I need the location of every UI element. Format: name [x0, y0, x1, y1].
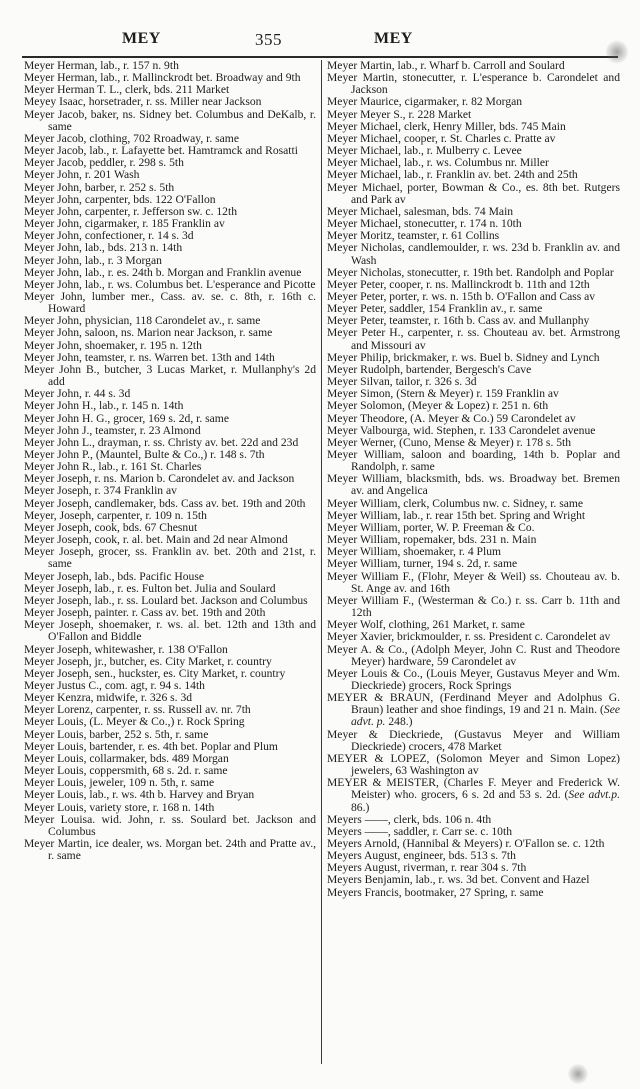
directory-entry: Meyers ——, clerk, bds. 106 n. 4th — [327, 812, 492, 826]
directory-entry: Meyer Jacob, clothing, 702 Rroadway, r. same — [24, 131, 239, 145]
directory-entry: Meyer Michael, lab., r. ws. Columbus nr. Miller — [327, 156, 549, 170]
directory-entry: Meyer Peter, teamster, r. 16th b. Cass av. and Mullanphy — [327, 314, 590, 328]
directory-entry: Meyer Werner, (Cuno, Mense & Meyer) r. 178 s. 5th — [327, 435, 572, 449]
directory-entry: Meyer John L., drayman, r. ss. Christy av. bet. 22d and 23d — [24, 435, 299, 449]
directory-entry: Meyer Michael, porter, Bowman & Co., es. 8th bet. Rutgers and Park av — [327, 180, 620, 206]
directory-entry: Meyer Kenzra, midwife, r. 326 s. 3d — [24, 691, 193, 705]
directory-entry: Meyer, Joseph, carpenter, r. 109 n. 15th — [24, 508, 207, 522]
directory-entry: Meyer Jacob, baker, ns. Sidney bet. Columbus and DeKalb, r. same — [24, 107, 316, 133]
directory-entry: Meyer Joseph, shoemaker, r. ws. al. bet. 12th and 13th and O'Fallon and Biddle — [24, 618, 316, 644]
directory-entry: Meyer William, porter, W. P. Freeman & Co. — [327, 520, 535, 534]
directory-entry: Meyer Michael, salesman, bds. 74 Main — [327, 204, 514, 218]
directory-entry: Meyer Louis, bartender, r. es. 4th bet. Poplar and Plum — [24, 739, 278, 753]
directory-entry: Meyer Jacob, lab., r. Lafayette bet. Hamtramck and Rosatti — [24, 144, 298, 158]
directory-entry: Meyer Herman, lab., r. 157 n. 9th — [24, 59, 179, 72]
directory-entry: Meyer Louis, coppersmith, 68 s. 2d. r. same — [24, 764, 228, 778]
directory-entry: Meyer Wolf, clothing, 261 Market, r. same — [327, 618, 525, 632]
header-rule — [22, 56, 618, 58]
directory-entry: Meyer Joseph, lab., r. es. Fulton bet. Julia and Soulard — [24, 581, 276, 595]
directory-entry: Meyer John, confectioner, r. 14 s. 3d — [24, 229, 194, 243]
directory-entry: Meyey Isaac, horsetrader, r. ss. Miller near Jackson — [24, 95, 262, 109]
directory-entry: Meyer Justus C., com. agt, r. 94 s. 14th — [24, 678, 205, 692]
directory-entry: Meyer Michael, cooper, r. St. Charles c. Pratte av — [327, 131, 556, 145]
directory-entry: Meyer Peter, saddler, 154 Franklin av., r. same — [327, 302, 543, 316]
directory-entry: Meyers Benjamin, lab., r. ws. 3d bet. Convent and Hazel — [327, 873, 590, 887]
directory-entry: Meyer Lorenz, carpenter, r. ss. Russell av. nr. 7th — [24, 703, 251, 717]
directory-entry: Meyer Herman, lab., r. Mallinckrodt bet. Broadway and 9th — [24, 71, 301, 85]
directory-entry: Meyer Louis, lab., r. ws. 4th b. Harvey and Bryan — [24, 788, 255, 802]
advertisement-reference: See advt.p. — [568, 788, 621, 802]
directory-entry: Meyer Michael, stonecutter, r. 174 n. 10th — [327, 217, 522, 231]
directory-entry: Meyers Arnold, (Hannibal & Meyers) r. O'Fallon se. c. 12th — [327, 837, 605, 850]
directory-entry: Meyer John, barber, r. 252 s. 5th — [24, 180, 175, 194]
directory-entry: Meyer John, r. 44 s. 3d — [24, 387, 131, 401]
directory-entry: Meyer John H. G., grocer, 169 s. 2d, r. same — [24, 411, 229, 425]
directory-entry: Meyer Louis, jeweler, 109 n. 5th, r. same — [24, 776, 215, 790]
directory-entry: Meyer Maurice, cigarmaker, r. 82 Morgan — [327, 95, 523, 109]
directory-entry: Meyer William F., (Westerman & Co.) r. ss. Carr b. 11th and 12th — [327, 593, 620, 620]
directory-entry: Meyer Jacob, peddler, r. 298 s. 5th — [24, 156, 184, 170]
directory-entry: Meyer Solomon, (Meyer & Lopez) r. 251 n. 6th — [327, 399, 549, 413]
directory-entry: Meyer John, saloon, ns. Marion near Jackson, r. same — [24, 326, 273, 340]
directory-entry: Meyer Louis, variety store, r. 168 n. 14th — [24, 800, 215, 814]
entry-text: 248.) — [385, 715, 413, 729]
directory-entry: Meyers August, riverman, r. rear 304 s. 7th — [327, 861, 527, 875]
directory-entry: Meyer Herman T. L., clerk, bds. 211 Market — [24, 83, 230, 97]
directory-entry: Meyer Theodore, (A. Meyer & Co.) 59 Carondelet av — [327, 411, 576, 425]
directory-entry: Meyer John J., teamster, r. 23 Almond — [24, 423, 201, 437]
directory-entry: MEYER & LOPEZ, (Solomon Meyer and Simon Lopez) jewelers, 63 Washington av — [327, 751, 620, 778]
directory-entry: Meyer John, shoemaker, r. 195 n. 12th — [24, 338, 202, 352]
directory-entry: Meyer Valbourga, wid. Stephen, r. 133 Carondelet avenue — [327, 423, 596, 437]
directory-entry: Meyer John P., (Mauntel, Bulte & Co.,) r. 148 s. 7th — [24, 448, 265, 461]
ink-smudge — [568, 1064, 588, 1084]
directory-entry: Meyer Louis, (L. Meyer & Co.,) r. Rock Spring — [24, 715, 245, 729]
directory-entry: Meyer John, carpenter, bds. 122 O'Fallon — [24, 192, 216, 206]
running-head-right: MEY — [374, 30, 413, 47]
directory-entry: Meyer Martin, lab., r. Wharf b. Carroll and Soulard — [327, 59, 565, 72]
directory-entry: Meyer Peter, cooper, r. ns. Mallinckrodt b. 11th and 12th — [327, 277, 590, 291]
directory-entry: Meyer William, shoemaker, r. 4 Plum — [327, 545, 502, 559]
directory-entry: Meyer Meyer S., r. 228 Market — [327, 107, 472, 121]
entry-text: MEYER & MEISTER, (Charles F. Meyer and Frederick W. Meister) who. grocers, 6 s. 2d and 53 s. 2d. ( — [327, 776, 620, 802]
directory-entry: Meyer William, clerk, Columbus nw. c. Sidney, r. same — [327, 496, 584, 510]
entry-text: MEYER & BRAUN, (Ferdinand Meyer and Adolphus G. Braun) leather and shoe findings, 19 and 21 n. Main. ( — [327, 691, 620, 717]
directory-entry: Meyer Xavier, brickmoulder, r. ss. President c. Carondelet av — [327, 630, 611, 644]
directory-entry: Meyer Simon, (Stern & Meyer) r. 159 Franklin av — [327, 387, 559, 401]
directory-entry: Meyer John R., lab., r. 161 St. Charles — [24, 460, 202, 474]
directory-entry: Meyer William F., (Flohr, Meyer & Weil) ss. Chouteau av. b. St. Ange av. and 16th — [327, 569, 620, 595]
directory-entry: Meyer Joseph, cook, bds. 67 Chesnut — [24, 520, 198, 534]
directory-entry: Meyer John, cigarmaker, r. 185 Franklin av — [24, 217, 225, 231]
directory-entry — [327, 777, 620, 813]
directory-entry: Meyer William, lab., r. rear 15th bet. Spring and Wright — [327, 508, 586, 522]
directory-entry: Meyer Joseph, lab., bds. Pacific House — [24, 569, 204, 583]
directory-entry: Meyer Joseph, cook, r. al. bet. Main and 2d near Almond — [24, 533, 288, 547]
column-divider — [321, 60, 322, 1064]
directory-entry: Meyer Joseph, r. 374 Franklin av — [24, 484, 177, 498]
directory-entry: Meyer John, lab., r. es. 24th b. Morgan and Franklin avenue — [24, 265, 302, 279]
directory-entry: Meyer John, lab., r. 3 Morgan — [24, 253, 162, 267]
directory-entry: Meyer John, r. 201 Wash — [24, 168, 140, 182]
directory-entry: Meyer Nicholas, candlemoulder, r. ws. 23d b. Franklin av. and Wash — [327, 241, 620, 267]
directory-entry: Meyer Joseph, grocer, ss. Franklin av. bet. 20th and 21st, r. same — [24, 545, 316, 571]
directory-entry: Meyer Rudolph, bartender, Bergesch's Cave — [327, 362, 532, 376]
directory-entry: Meyer John, lab., bds. 213 n. 14th — [24, 241, 183, 255]
directory-entry: Meyer Louisa. wid. John, r. ss. Soulard bet. Jackson and Columbus — [24, 812, 316, 838]
directory-entry: Meyer Michael, lab., r. Franklin av. bet. 24th and 25th — [327, 168, 578, 182]
directory-entry: Meyer Joseph, painter. r. Cass av. bet. 19th and 20th — [24, 606, 266, 620]
directory-entry: Meyer Moritz, teamster, r. 61 Collins — [327, 229, 500, 243]
directory-entry: Meyer John, lumber mer., Cass. av. se. c. 8th, r. 16th c. Howard — [24, 289, 316, 316]
directory-entry: Meyer Peter, porter, r. ws. n. 15th b. O'Fallon and Cass av — [327, 289, 596, 303]
directory-entry: Meyer John H., lab., r. 145 n. 14th — [24, 399, 184, 413]
directory-entry: Meyer John, carpenter, r. Jefferson sw. c. 12th — [24, 204, 237, 218]
directory-entry: Meyer Peter H., carpenter, r. ss. Chouteau av. bet. Armstrong and Missouri av — [327, 326, 620, 352]
directory-entry: Meyer William, blacksmith, bds. ws. Broadway bet. Bremen av. and Angelica — [327, 472, 620, 498]
advertisement-reference: See advt. p. — [351, 703, 620, 729]
directory-entry: Meyer Michael, lab., r. Mulberry c. Levee — [327, 144, 522, 158]
directory-entry: Meyer Joseph, whitewasher, r. 138 O'Fallon — [24, 642, 228, 656]
directory-entry: Meyer William, ropemaker, bds. 231 n. Main — [327, 533, 537, 547]
directory-entry: Meyer Louis, barber, 252 s. 5th, r. same — [24, 727, 209, 741]
directory-column-left — [24, 60, 316, 862]
directory-entry — [327, 692, 620, 728]
directory-column-right — [327, 60, 620, 899]
directory-entry: Meyer John B., butcher, 3 Lucas Market, r. Mullanphy's 2d add — [24, 362, 316, 389]
directory-entry: Meyer John, lab., r. ws. Columbus bet. L'esperance and Picotte — [24, 277, 316, 291]
directory-entry: Meyer John, physician, 118 Carondelet av., r. same — [24, 314, 261, 328]
directory-entry: Meyer Joseph, r. ns. Marion b. Carondelet av. and Jackson — [24, 472, 295, 486]
directory-entry: Meyer Joseph, jr., butcher, es. City Market, r. country — [24, 654, 272, 668]
running-head-left: MEY — [122, 30, 161, 47]
entry-text: 86.) — [351, 800, 370, 814]
page-number: 355 — [255, 30, 282, 49]
directory-entry: Meyer John, teamster, r. ns. Warren bet. 13th and 14th — [24, 350, 275, 364]
ink-smudge — [606, 40, 628, 64]
directory-entry: Meyer Martin, stonecutter, r. L'esperance b. Carondelet and Jackson — [327, 71, 620, 97]
directory-entry: Meyer Joseph, sen., huckster, es. City Market, r. country — [24, 666, 286, 680]
directory-entry: Meyer A. & Co., (Adolph Meyer, John C. Rust and Theodore Meyer) hardware, 59 Carondelet av — [327, 642, 620, 668]
directory-entry: Meyer Louis & Co., (Louis Meyer, Gustavus Meyer and Wm. Dieckriede) grocers, Rock Springs — [327, 666, 620, 692]
directory-entry: Meyer Joseph, lab., r. ss. Loulard bet. Jackson and Columbus — [24, 593, 308, 607]
directory-entry: Meyers ——, saddler, r. Carr se. c. 10th — [327, 824, 512, 838]
directory-entry: Meyers August, engineer, bds. 513 s. 7th — [327, 849, 516, 863]
directory-entry: Meyer William, saloon and boarding, 14th b. Poplar and Randolph, r. same — [327, 448, 620, 474]
directory-entry: Meyer Nicholas, stonecutter, r. 19th bet. Randolph and Poplar — [327, 265, 614, 279]
directory-entry: Meyer Philip, brickmaker, r. ws. Buel b. Sidney and Lynch — [327, 350, 600, 364]
directory-entry: Meyer Martin, ice dealer, ws. Morgan bet. 24th and Pratte av., r. same — [24, 837, 316, 863]
directory-entry: Meyer Louis, collarmaker, bds. 489 Morgan — [24, 751, 229, 765]
page-header — [22, 30, 618, 52]
directory-entry: Meyer & Dieckriede, (Gustavus Meyer and William Dieckriede) crocers, 478 Market — [327, 727, 620, 753]
directory-entry: Meyer Joseph, candlemaker, bds. Cass av. bet. 19th and 20th — [24, 496, 306, 510]
directory-entry: Meyer Michael, clerk, Henry Miller, bds. 745 Main — [327, 119, 566, 133]
directory-entry: Meyer William, turner, 194 s. 2d, r. same — [327, 557, 518, 571]
directory-entry: Meyers Francis, bootmaker, 27 Spring, r. same — [327, 885, 544, 899]
directory-entry: Meyer Silvan, tailor, r. 326 s. 3d — [327, 375, 477, 389]
